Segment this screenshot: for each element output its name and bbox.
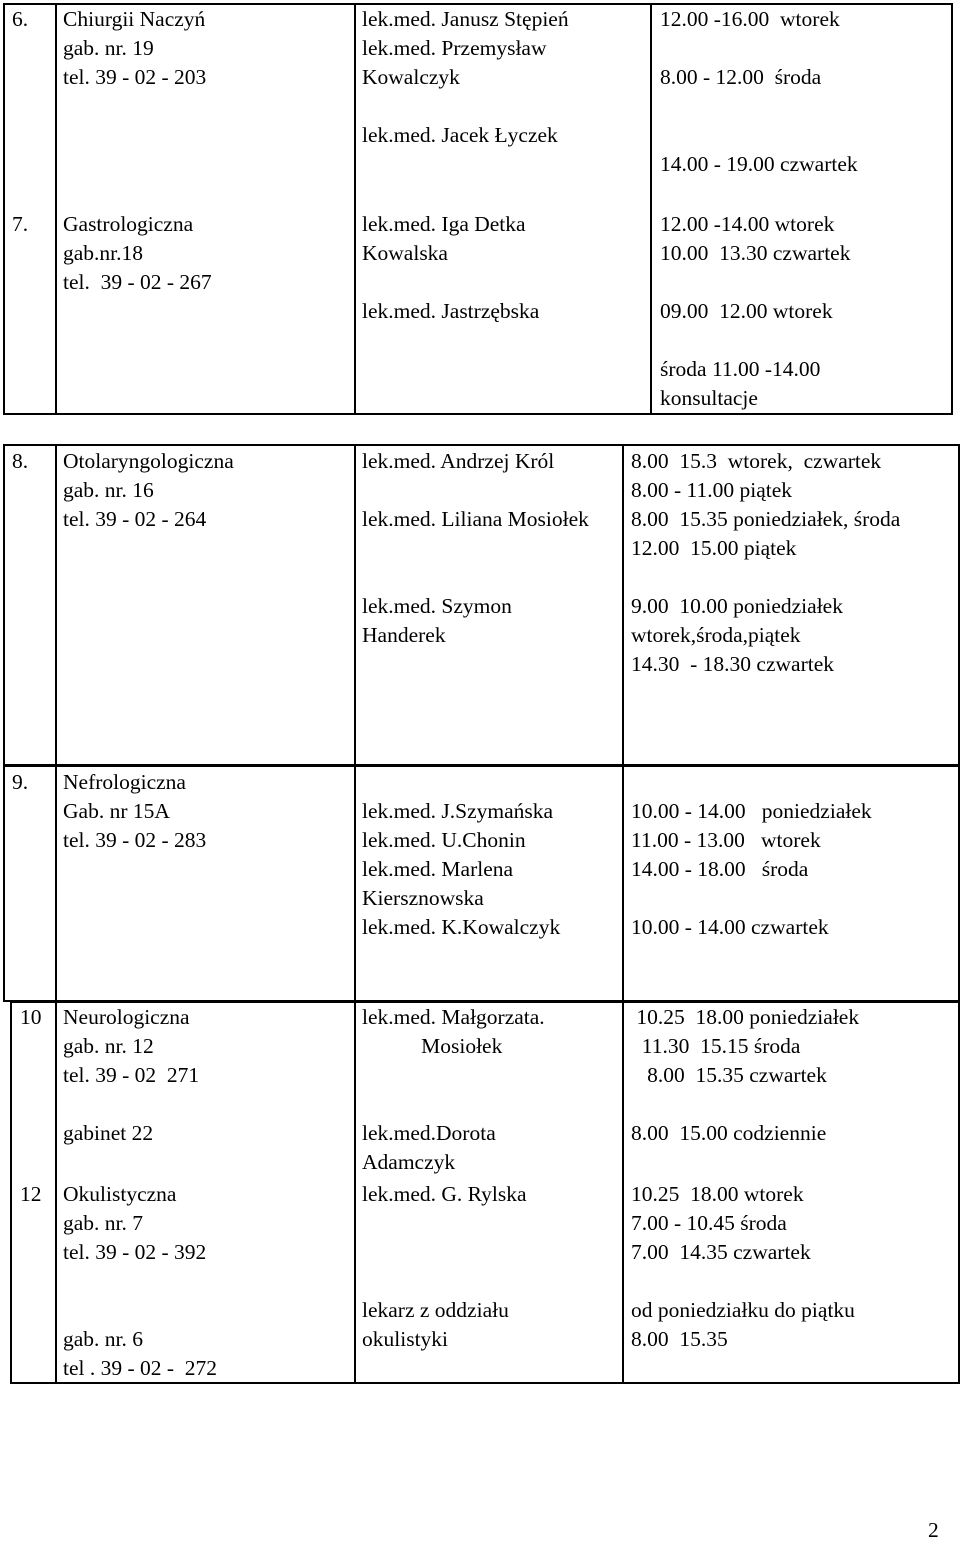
hours-line: 12.00 -14.00 wtorek xyxy=(660,212,835,236)
doctor-line: lek.med. Liliana Mosiołek xyxy=(362,507,589,531)
department-line: tel. 39 - 02 - 283 xyxy=(63,828,207,852)
hours-line: 14.30 - 18.30 czwartek xyxy=(631,652,834,676)
department-line: gab. nr. 16 xyxy=(63,478,154,502)
doctor-line: Kiersznowska xyxy=(362,886,484,910)
department-line: gab. nr. 12 xyxy=(63,1034,154,1058)
hours-line: środa 11.00 -14.00 xyxy=(660,357,821,381)
hours-line: 11.30 15.15 środa xyxy=(631,1034,801,1058)
section-number: 10 xyxy=(20,1005,42,1029)
doctor-line: Mosiołek xyxy=(362,1034,503,1058)
doctor-line: lek.med. Iga Detka xyxy=(362,212,526,236)
section-number: 7. xyxy=(12,212,29,236)
section-number: 8. xyxy=(12,449,29,473)
doctor-line: lek.med. Jacek Łyczek xyxy=(362,123,558,147)
department-line: gab. nr. 6 xyxy=(63,1327,144,1351)
hours-line: 8.00 15.3 wtorek, czwartek xyxy=(631,449,882,473)
hours-line: 7.00 14.35 czwartek xyxy=(631,1240,811,1264)
department-line: tel. 39 - 02 - 264 xyxy=(63,507,207,531)
hours-line: 10.00 13.30 czwartek xyxy=(660,241,851,265)
department-line: Nefrologiczna xyxy=(63,770,186,794)
hours-line: 8.00 - 11.00 piątek xyxy=(631,478,793,502)
section-number: 12 xyxy=(20,1182,42,1206)
hours-line: od poniedziałku do piątku xyxy=(631,1298,855,1322)
department-line: Chiurgii Naczyń xyxy=(63,7,206,31)
hours-line: 12.00 -16.00 wtorek xyxy=(660,7,840,31)
doctor-line: lek.med. Jastrzębska xyxy=(362,299,540,323)
doctor-line: lek.med. Marlena xyxy=(362,857,514,881)
hours-line: 10.00 - 14.00 poniedziałek xyxy=(631,799,872,823)
department-line: tel . 39 - 02 - 272 xyxy=(63,1356,218,1380)
hours-line: 8.00 15.35 poniedziałek, środa xyxy=(631,507,901,531)
department-line: Neurologiczna xyxy=(63,1005,190,1029)
department-line: gab. nr. 19 xyxy=(63,36,154,60)
section-number: 9. xyxy=(12,770,29,794)
doctor-line: okulistyki xyxy=(362,1327,449,1351)
department-line: Okulistyczna xyxy=(63,1182,177,1206)
doctor-line: Kowalczyk xyxy=(362,65,460,89)
hours-line: 10.00 - 14.00 czwartek xyxy=(631,915,829,939)
hours-line: 8.00 15.00 codziennie xyxy=(631,1121,827,1145)
doctor-line: lekarz z oddziału xyxy=(362,1298,509,1322)
department-line: tel. 39 - 02 271 xyxy=(63,1063,200,1087)
doctor-line: Adamczyk xyxy=(362,1150,456,1174)
hours-line: 14.00 - 18.00 środa xyxy=(631,857,809,881)
hours-line: 9.00 10.00 poniedziałek xyxy=(631,594,843,618)
hours-line: 10.25 18.00 poniedziałek xyxy=(631,1005,860,1029)
department-line: tel. 39 - 02 - 203 xyxy=(63,65,207,89)
hours-line: 11.00 - 13.00 wtorek xyxy=(631,828,821,852)
doctor-line: Kowalska xyxy=(362,241,448,265)
doctor-line: lek.med.Dorota xyxy=(362,1121,496,1145)
doctor-line: lek.med. J.Szymańska xyxy=(362,799,554,823)
hours-line: 8.00 15.35 czwartek xyxy=(631,1063,827,1087)
doctor-line: lek.med. Przemysław xyxy=(362,36,547,60)
department-line: tel. 39 - 02 - 392 xyxy=(63,1240,207,1264)
department-line: Gab. nr 15A xyxy=(63,799,170,823)
doctor-line: lek.med. Szymon xyxy=(362,594,512,618)
doctor-line: lek.med. Janusz Stępień xyxy=(362,7,569,31)
section-number: 6. xyxy=(12,7,29,31)
page-number: 2 xyxy=(928,1518,939,1542)
hours-line: 8.00 15.35 xyxy=(631,1327,728,1351)
doctor-line: lek.med. K.Kowalczyk xyxy=(362,915,561,939)
hours-line: 10.25 18.00 wtorek xyxy=(631,1182,804,1206)
hours-line: 7.00 - 10.45 środa xyxy=(631,1211,787,1235)
hours-line: 12.00 15.00 piątek xyxy=(631,536,797,560)
hours-line: 14.00 - 19.00 czwartek xyxy=(660,152,858,176)
doctor-line: Handerek xyxy=(362,623,446,647)
department-line: tel. 39 - 02 - 267 xyxy=(63,270,212,294)
doctor-line: lek.med. Małgorzata. xyxy=(362,1005,545,1029)
department-line: Gastrologiczna xyxy=(63,212,194,236)
doctor-line: lek.med. Andrzej Król xyxy=(362,449,555,473)
department-line: Otolaryngologiczna xyxy=(63,449,234,473)
department-line: gab. nr. 7 xyxy=(63,1211,144,1235)
hours-line: wtorek,środa,piątek xyxy=(631,623,801,647)
department-line: gabinet 22 xyxy=(63,1121,154,1145)
hours-line: 8.00 - 12.00 środa xyxy=(660,65,822,89)
hours-line: 09.00 12.00 wtorek xyxy=(660,299,833,323)
department-line: gab.nr.18 xyxy=(63,241,144,265)
doctor-line: lek.med. U.Chonin xyxy=(362,828,526,852)
doctor-line: lek.med. G. Rylska xyxy=(362,1182,527,1206)
hours-line: konsultacje xyxy=(660,386,758,410)
